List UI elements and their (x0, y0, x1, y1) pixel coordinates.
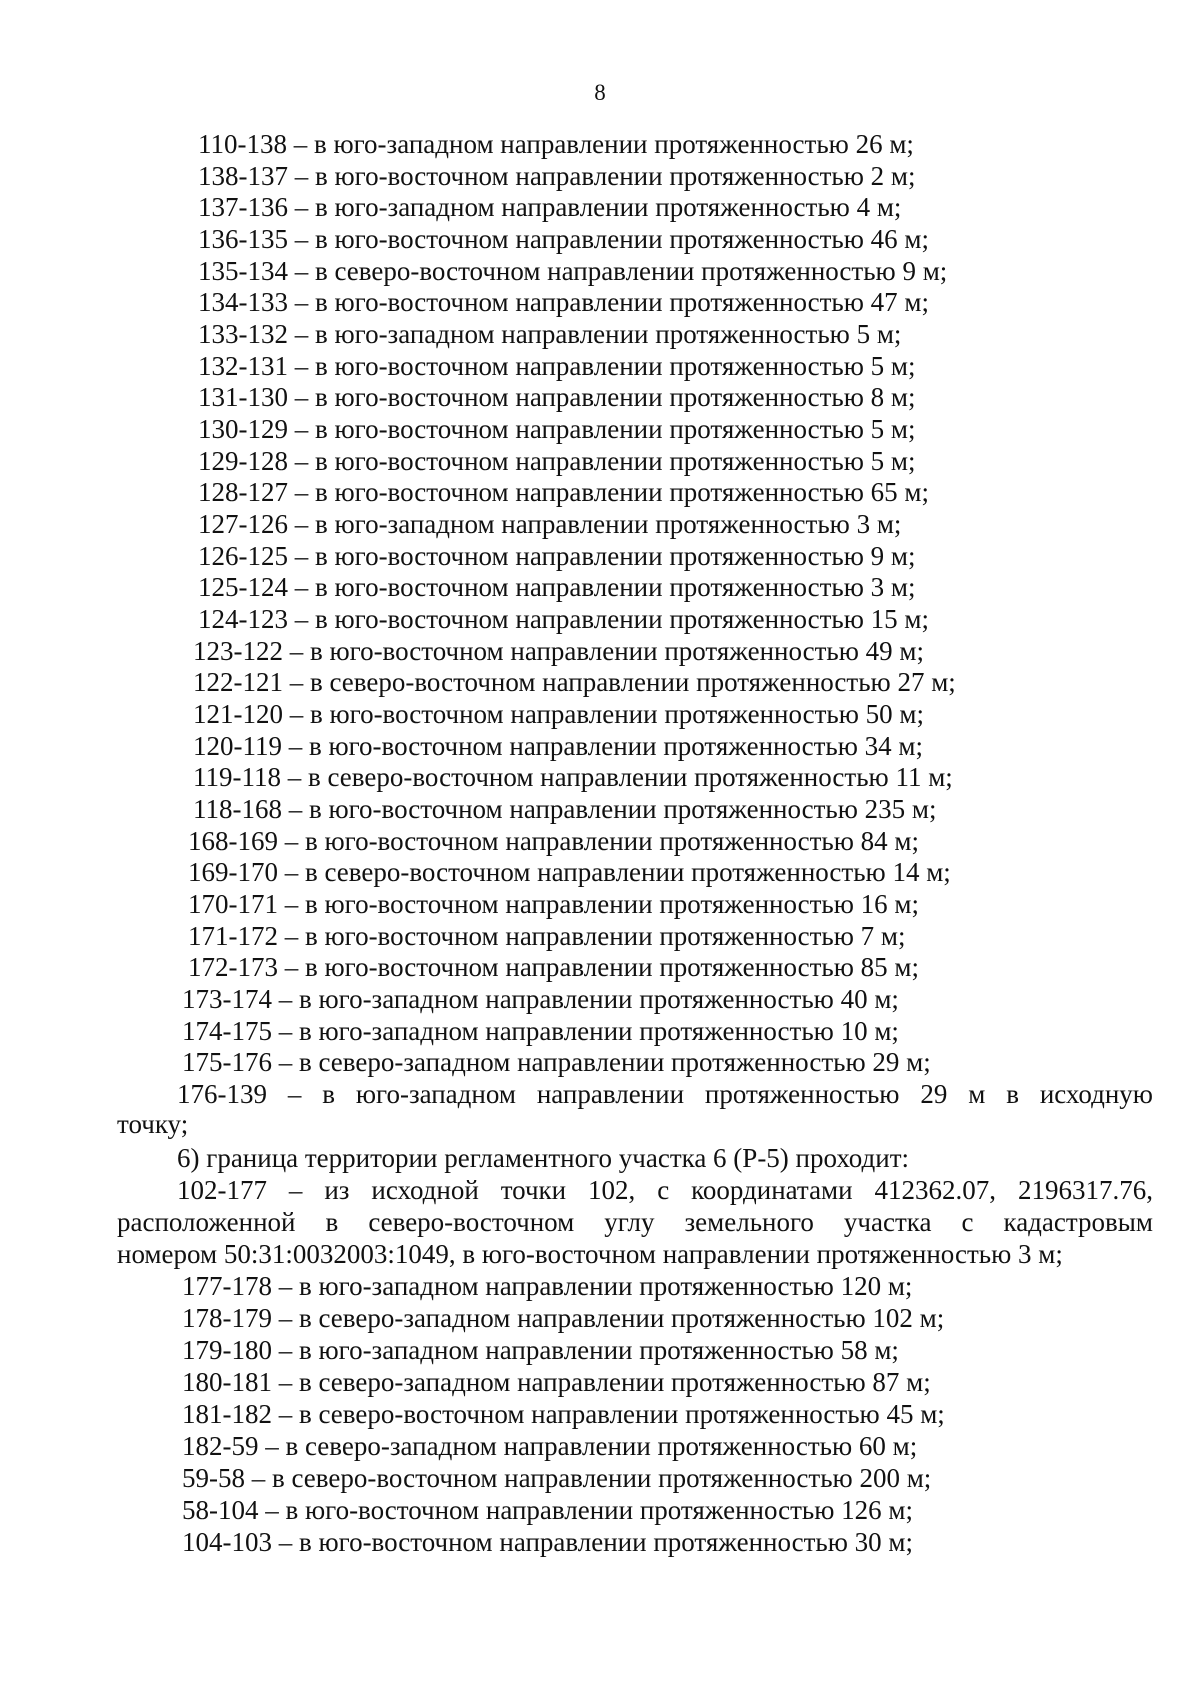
segment-line: 181-182 – в северо-восточном направлении протяженностью 45 м; (182, 1399, 945, 1429)
segment-line: 124-123 – в юго-восточном направлении протяженностью 15 м; (198, 604, 929, 634)
segment-line: 131-130 – в юго-восточном направлении протяженностью 8 м; (198, 382, 916, 412)
segment-line: 137-136 – в юго-западном направлении протяженностью 4 м; (198, 192, 902, 222)
word: исходную (1039, 1079, 1153, 1109)
word: протяженностью (704, 1079, 900, 1109)
segment-line: 168-169 – в юго-восточном направлении протяженностью 84 м; (188, 826, 919, 856)
segment-line: 121-120 – в юго-восточном направлении протяженностью 50 м; (193, 699, 924, 729)
segment-line: 172-173 – в юго-восточном направлении протяженностью 85 м; (188, 952, 919, 982)
word: из (324, 1175, 350, 1205)
segment-line: 178-179 – в северо-западном направлении протяженностью 102 м; (182, 1303, 945, 1333)
word: – (288, 1175, 303, 1205)
segment-line: 128-127 – в юго-восточном направлении протяженностью 65 м; (198, 477, 929, 507)
segment-line: 173-174 – в юго-западном направлении протяженностью 40 м; (182, 984, 899, 1014)
segment-continuation: точку; (117, 1109, 189, 1139)
segment-line: 110-138 – в юго-западном направлении протяженностью 26 м; (198, 129, 914, 159)
word: земельного (684, 1207, 814, 1237)
word: направлении (536, 1079, 685, 1109)
segment-line: 136-135 – в юго-восточном направлении протяженностью 46 м; (198, 224, 929, 254)
word: в (325, 1207, 339, 1237)
section-heading: 6) граница территории регламентного участка 6 (Р-5) проходит: (177, 1143, 910, 1173)
segment-line: 120-119 – в юго-восточном направлении протяженностью 34 м; (193, 731, 923, 761)
word: углу (604, 1207, 655, 1237)
word: участка (843, 1207, 932, 1237)
word: 102-177 (177, 1175, 267, 1205)
segment-line: 132-131 – в юго-восточном направлении протяженностью 5 м; (198, 351, 916, 381)
word: 102, (588, 1175, 636, 1205)
segment-line: 135-134 – в северо-восточном направлении протяженностью 9 м; (198, 256, 948, 286)
segment-line: 175-176 – в северо-западном направлении протяженностью 29 м; (182, 1047, 931, 1077)
word: м (968, 1079, 986, 1109)
paragraph-line-justified (177, 1174, 1153, 1206)
word: 2196317.76, (1017, 1175, 1153, 1205)
word: координатами (691, 1175, 853, 1205)
segment-line: 104-103 – в юго-восточном направлении протяженностью 30 м; (182, 1527, 913, 1557)
segment-line: 171-172 – в юго-восточном направлении протяженностью 7 м; (188, 921, 906, 951)
word: 176-139 (177, 1079, 267, 1109)
word: с (961, 1207, 974, 1237)
word: в (322, 1079, 335, 1109)
segment-line: 125-124 – в юго-восточном направлении протяженностью 3 м; (198, 572, 916, 602)
word: юго-западном (355, 1079, 516, 1109)
segment-line: 170-171 – в юго-восточном направлении протяженностью 16 м; (188, 889, 919, 919)
segment-line: 134-133 – в юго-восточном направлении протяженностью 47 м; (198, 287, 929, 317)
word: с (657, 1175, 670, 1205)
segment-line: 179-180 – в юго-западном направлении протяженностью 58 м; (182, 1335, 899, 1365)
segment-line: 138-137 – в юго-восточном направлении протяженностью 2 м; (198, 161, 916, 191)
word: 29 (920, 1079, 948, 1109)
word: расположенной (117, 1207, 296, 1237)
segment-line: 169-170 – в северо-восточном направлении протяженностью 14 м; (188, 857, 951, 887)
segment-line: 174-175 – в юго-западном направлении протяженностью 10 м; (182, 1016, 899, 1046)
segment-line: 133-132 – в юго-западном направлении протяженностью 5 м; (198, 319, 902, 349)
page-number: 8 (594, 80, 606, 105)
paragraph-line-justified (117, 1206, 1153, 1238)
word: кадастровым (1003, 1207, 1153, 1237)
segment-line: 123-122 – в юго-восточном направлении протяженностью 49 м; (193, 636, 924, 666)
word: северо-восточном (368, 1207, 575, 1237)
segment-line: 118-168 – в юго-восточном направлении протяженностью 235 м; (193, 794, 937, 824)
segment-line: 126-125 – в юго-восточном направлении протяженностью 9 м; (198, 541, 916, 571)
word: в (1006, 1079, 1019, 1109)
segment-line: 129-128 – в юго-восточном направлении протяженностью 5 м; (198, 446, 916, 476)
segment-line-justified (177, 1078, 1153, 1110)
word: точки (500, 1175, 567, 1205)
word: исходной (371, 1175, 479, 1205)
word: 412362.07, (874, 1175, 997, 1205)
segment-line: 58-104 – в юго-восточном направлении протяженностью 126 м; (182, 1495, 913, 1525)
segment-line: 180-181 – в северо-западном направлении протяженностью 87 м; (182, 1367, 931, 1397)
segment-line: 122-121 – в северо-восточном направлении протяженностью 27 м; (193, 667, 956, 697)
segment-line: 130-129 – в юго-восточном направлении протяженностью 5 м; (198, 414, 916, 444)
segment-line: 177-178 – в юго-западном направлении протяженностью 120 м; (182, 1271, 913, 1301)
segment-line: 127-126 – в юго-западном направлении протяженностью 3 м; (198, 509, 902, 539)
segment-line: 59-58 – в северо-восточном направлении протяженностью 200 м; (182, 1463, 932, 1493)
word: – (287, 1079, 302, 1109)
paragraph-line: номером 50:31:0032003:1049, в юго-восточном направлении протяженностью 3 м; (117, 1239, 1063, 1269)
segment-line: 119-118 – в северо-восточном направлении протяженностью 11 м; (193, 762, 953, 792)
segment-line: 182-59 – в северо-западном направлении протяженностью 60 м; (182, 1431, 918, 1461)
